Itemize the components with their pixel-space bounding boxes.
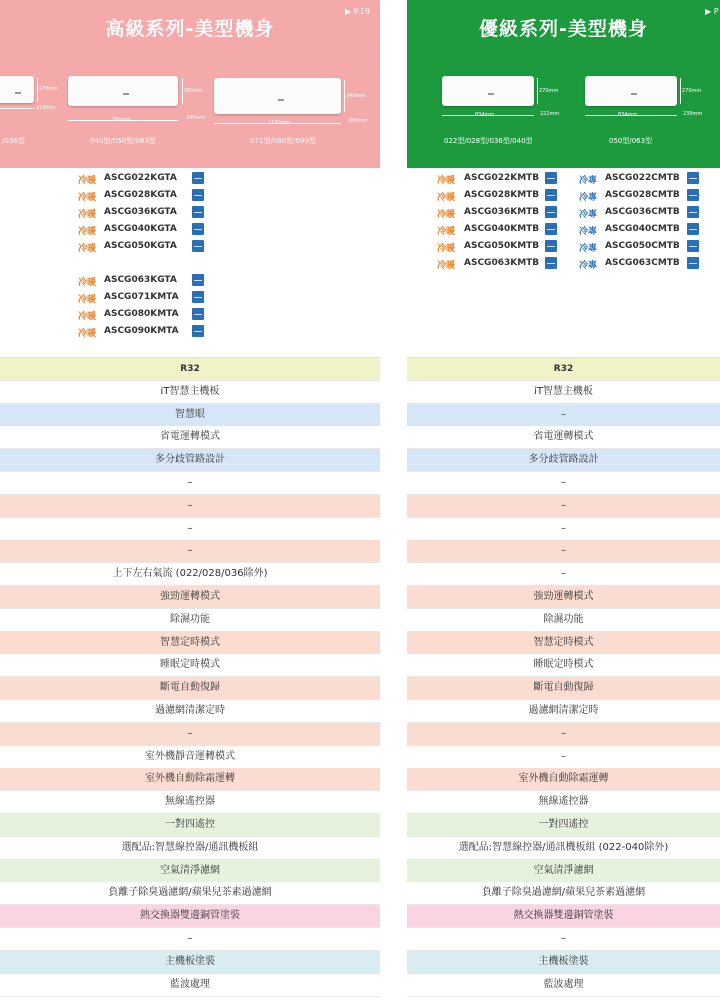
feature-row: 斷電自動復歸	[407, 677, 720, 700]
model-code-cool-only: ASCG036CMTB	[605, 207, 680, 217]
superior-header	[407, 0, 720, 168]
feature-row: –	[407, 928, 720, 951]
energy-label-icon	[192, 189, 204, 201]
model-row	[407, 238, 720, 256]
feature-row: 強勁運轉模式	[407, 586, 720, 609]
indoor-unit-small-image	[0, 76, 34, 103]
energy-label-icon	[192, 223, 204, 235]
mode-label-cool-only: 冷專	[579, 261, 598, 271]
premium-header	[0, 0, 380, 168]
dim-depth-1: 222mm	[540, 111, 560, 117]
feature-row: 一對四遙控	[407, 814, 720, 837]
feature-row: –	[407, 746, 720, 769]
caption-2: 050型/063型	[609, 137, 653, 145]
energy-label-icon	[687, 172, 699, 184]
feature-row: 睡眠定時模式	[407, 654, 720, 677]
mode-label: 冷暖	[78, 227, 97, 237]
feature-row: 主機板塗裝	[0, 951, 380, 974]
model-code-cool-only: ASCG022CMTB	[605, 173, 680, 183]
model-row	[0, 187, 380, 205]
model-code: ASCG028KMTB	[464, 190, 540, 200]
feature-row: 選配品:智慧線控器/通訊機板組 (022-040除外)	[407, 837, 720, 860]
feature-row: –	[0, 495, 380, 518]
mode-label: 冷暖	[78, 329, 97, 339]
indoor-unit-medium-image	[68, 76, 178, 106]
feature-row: –	[407, 518, 720, 541]
model-code: ASCG040KMTB	[464, 224, 540, 234]
feature-row: 主機板塗裝	[407, 951, 720, 974]
energy-label-icon	[192, 308, 204, 320]
feature-row: –	[0, 472, 380, 495]
mode-label: 冷暖	[437, 261, 456, 271]
feature-row: 空氣清淨濾網	[407, 860, 720, 883]
energy-label-icon	[687, 189, 699, 201]
energy-label-icon	[192, 291, 204, 303]
caption-2: 040型/050型/063型	[90, 137, 156, 145]
energy-label-icon	[545, 206, 557, 218]
energy-label-icon	[192, 172, 204, 184]
dim-height-3: 340mm	[346, 93, 366, 99]
mode-label: 冷暖	[437, 210, 456, 220]
feature-row: 藍波處理	[407, 974, 720, 997]
mode-label: 冷暖	[78, 278, 97, 288]
model-code-cool-only: ASCG028CMTB	[605, 190, 680, 200]
model-code: ASCG028KGTA	[104, 190, 177, 200]
model-row	[0, 221, 380, 239]
energy-label-icon	[687, 223, 699, 235]
model-row	[407, 187, 720, 205]
mode-label: 冷暖	[437, 176, 456, 186]
mode-label: 冷暖	[78, 193, 97, 203]
feature-row: 智慧定時模式	[0, 632, 380, 655]
feature-row: –	[407, 723, 720, 746]
dim-height-2: 270mm	[682, 88, 702, 94]
caption-1: /036型	[2, 137, 25, 145]
feature-row: R32	[407, 358, 720, 381]
feature-row: –	[407, 495, 720, 518]
model-row	[0, 289, 380, 307]
model-code: ASCG090KMTA	[104, 326, 179, 336]
model-code-cool-only: ASCG050CMTB	[605, 241, 680, 251]
dim-depth-2: 240mm	[186, 115, 206, 121]
feature-row: –	[407, 540, 720, 563]
model-row	[407, 323, 720, 341]
energy-label-icon	[192, 274, 204, 286]
feature-row: 睡眠定時模式	[0, 654, 380, 677]
dim-height-1: 270mm	[39, 86, 59, 92]
feature-row: –	[407, 472, 720, 495]
feature-row: iT智慧主機板	[0, 381, 380, 404]
mode-label: 冷暖	[437, 227, 456, 237]
dim-depth-1: 213mm	[36, 105, 56, 111]
feature-row: 一對四遙控	[0, 814, 380, 837]
feature-row: –	[407, 404, 720, 427]
model-row	[407, 340, 720, 358]
superior-series-panel	[407, 0, 720, 1003]
mode-label-cool-only: 冷專	[579, 227, 598, 237]
energy-label-icon	[545, 189, 557, 201]
feature-row: 負離子除臭過濾網/蘋果兒茶素過濾網	[0, 882, 380, 905]
model-code: ASCG040KGTA	[104, 224, 177, 234]
model-code: ASCG050KGTA	[104, 241, 177, 251]
energy-label-icon	[687, 240, 699, 252]
page-ref[interactable]: ▶ P.19	[345, 7, 370, 16]
page-ref[interactable]: ▶ P	[705, 7, 719, 16]
model-code: ASCG071KMTA	[104, 292, 179, 302]
panel-gap	[380, 0, 407, 1003]
energy-label-icon	[545, 240, 557, 252]
model-row	[0, 170, 380, 188]
feature-row: 藍波處理	[0, 974, 380, 997]
mode-label: 冷暖	[78, 244, 97, 254]
feature-row: 室外機靜音運轉模式	[0, 746, 380, 769]
feature-row: 空氣清淨濾網	[0, 860, 380, 883]
feature-row: 斷電自動復歸	[0, 677, 380, 700]
feature-row: 負離子除臭過濾網/蘋果兒茶素過濾網	[407, 882, 720, 905]
feature-row: –	[0, 518, 380, 541]
dim-width-3: 1130mm	[268, 120, 291, 126]
mode-label: 冷暖	[78, 295, 97, 305]
feature-row: –	[0, 928, 380, 951]
feature-row: 無線遙控器	[407, 791, 720, 814]
feature-row: –	[0, 540, 380, 563]
model-row	[407, 204, 720, 222]
energy-label-icon	[192, 240, 204, 252]
model-row	[407, 289, 720, 307]
model-code: ASCG022KMTB	[464, 173, 540, 183]
dim-width-2: 834mm	[618, 112, 638, 118]
energy-label-icon	[687, 257, 699, 269]
mode-label-cool-only: 冷專	[579, 244, 598, 254]
feature-row: 多分歧管路設計	[0, 449, 380, 472]
model-code: ASCG080KMTA	[104, 309, 179, 319]
model-row	[407, 272, 720, 290]
dim-height-1: 270mm	[539, 88, 559, 94]
superior-title: 優級系列-美型機身	[479, 18, 648, 40]
mode-label: 冷暖	[78, 176, 97, 186]
mode-label: 冷暖	[437, 244, 456, 254]
model-row	[407, 255, 720, 273]
indoor-unit-image-1	[442, 76, 534, 106]
model-row	[0, 204, 380, 222]
feature-row: 熱交換器雙邊銅管塗裝	[407, 905, 720, 928]
caption-1: 022型/028型/036型/040型	[444, 137, 533, 145]
model-code: ASCG063KMTB	[464, 258, 540, 268]
feature-row: 智慧眼	[0, 404, 380, 427]
mode-label-cool-only: 冷專	[579, 210, 598, 220]
feature-row: 除濕功能	[407, 609, 720, 632]
model-code-cool-only: ASCG063CMTB	[605, 258, 680, 268]
energy-label-icon	[687, 206, 699, 218]
feature-row: 室外機自動除霜運轉	[0, 768, 380, 791]
dim-depth-2: 239mm	[683, 111, 703, 117]
feature-row: –	[407, 563, 720, 586]
caption-3: 071型/080型/090型	[250, 137, 316, 145]
model-row	[0, 255, 380, 273]
feature-row: iT智慧主機板	[407, 381, 720, 404]
dim-width-1: 834mm	[475, 112, 495, 118]
feature-row: 省電運轉模式	[0, 426, 380, 449]
mode-label: 冷暖	[78, 210, 97, 220]
feature-row: 室外機自動除霜運轉	[407, 768, 720, 791]
model-row	[0, 272, 380, 290]
model-row	[0, 323, 380, 341]
energy-label-icon	[545, 172, 557, 184]
feature-row: 除濕功能	[0, 609, 380, 632]
feature-row: 智慧定時模式	[407, 632, 720, 655]
mode-label: 冷暖	[437, 193, 456, 203]
mode-label-cool-only: 冷專	[579, 176, 598, 186]
model-row	[0, 238, 380, 256]
feature-row: 上下左右氣流 (022/028/036除外)	[0, 563, 380, 586]
dim-depth-3: 280mm	[348, 118, 368, 124]
energy-label-icon	[545, 223, 557, 235]
model-code: ASCG022KGTA	[104, 173, 177, 183]
feature-row: 選配品:智慧線控器/通訊機板組	[0, 837, 380, 860]
model-row	[407, 170, 720, 188]
model-row	[0, 340, 380, 358]
mode-label-cool-only: 冷專	[579, 193, 598, 203]
feature-row: 過濾網清潔定時	[407, 700, 720, 723]
energy-label-icon	[192, 325, 204, 337]
model-code: ASCG050KMTB	[464, 241, 540, 251]
feature-row: 強勁運轉模式	[0, 586, 380, 609]
feature-row: 無線遙控器	[0, 791, 380, 814]
model-code-cool-only: ASCG040CMTB	[605, 224, 680, 234]
model-row	[407, 221, 720, 239]
model-code: ASCG036KGTA	[104, 207, 177, 217]
feature-row: R32	[0, 358, 380, 381]
energy-label-icon	[192, 206, 204, 218]
model-code: ASCG036KMTB	[464, 207, 540, 217]
feature-row: 省電運轉模式	[407, 426, 720, 449]
indoor-unit-large-image	[214, 78, 341, 114]
feature-row: 熱交換器雙邊銅管塗裝	[0, 905, 380, 928]
model-row	[0, 306, 380, 324]
dim-height-2: 380mm	[184, 88, 204, 94]
model-row	[407, 306, 720, 324]
model-code: ASCG063KGTA	[104, 275, 177, 285]
feature-row: 多分歧管路設計	[407, 449, 720, 472]
indoor-unit-image-2	[585, 76, 677, 106]
premium-title: 高級系列-美型機身	[105, 18, 275, 40]
energy-label-icon	[545, 257, 557, 269]
feature-row: –	[0, 723, 380, 746]
feature-row: 過濾網清潔定時	[0, 700, 380, 723]
mode-label: 冷暖	[78, 312, 97, 322]
dim-width-2: 280mm	[112, 117, 132, 123]
